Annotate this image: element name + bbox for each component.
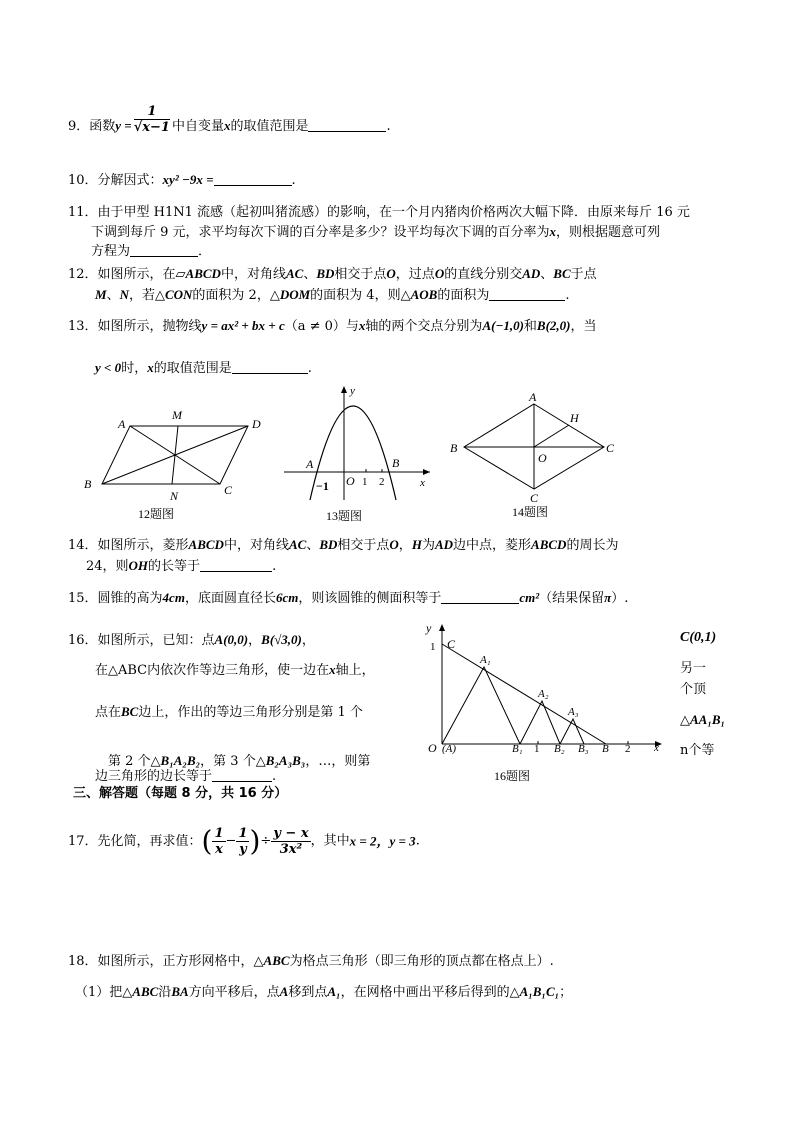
label-b: B [392, 456, 400, 470]
answer-blank[interactable] [308, 119, 386, 132]
q16-right-text: 另一 [680, 661, 707, 676]
label-o: O [346, 474, 355, 488]
q11-line2: 下调到每斤 9 元，求平均每次下调的百分率是多少？设平均每次下调的百分率为x，则根据题意可列 [91, 224, 661, 240]
label-c2: C [530, 491, 539, 505]
x-axis-arrow [423, 469, 430, 475]
q14-line1: 14．如图所示，菱形ABCD中，对角线AC、BD相交于点O，H为AD边中点，菱形ABCD的周长为 [68, 537, 619, 553]
q16-line2: 在△ABC内依次作等边三角形，使一边在x轴上， [95, 662, 375, 678]
q10: 10．分解因式：xy² −9x = . [68, 172, 296, 188]
label-h: H [570, 411, 579, 425]
label-c: C [606, 441, 615, 455]
q17: 17．先化简，再求值：( $\frac{1}{x}$ − $\frac{1}{y}$ )÷ $\frac{y - x}{\text{3x²}}$ ，其中x = 2，y = 3. [68, 824, 420, 858]
q9-fraction: $\frac{1}{√x-1}$ [133, 104, 170, 135]
label-a: (A) [442, 743, 457, 755]
caption-13: 13题图 [326, 509, 363, 523]
label-a: A [529, 390, 537, 404]
q16-point-c: C(0,1) [680, 630, 717, 645]
q13-line1: 13．如图所示，抛物线y = ax² + bx + c（a ≠ 0）与x轴的两个交点分别为A(−1,0)和B(2,0)，当 [68, 318, 597, 334]
figure-12 [80, 404, 270, 524]
section-heading: 三、解答题（每题 8 分，共 16 分） [73, 786, 288, 801]
q9: 9．函数y = $\frac{1}{√x-1}$ 中自变量x的取值范围是 . [68, 104, 391, 135]
triangle-2 [520, 701, 560, 744]
label-one: 1 [362, 476, 368, 488]
answer-blank[interactable] [441, 591, 519, 604]
label-b: B [602, 743, 609, 755]
label-b1: B₁ [512, 743, 523, 755]
q11-line1: 11．由于甲型 H1N1 流感（起初叫猪流感）的影响，在一个月内猪肉价格两次大幅下降．由原来每斤 16 元 [68, 205, 690, 220]
label-two: 2 [625, 743, 631, 755]
figure-13 [282, 382, 442, 527]
q16-line3: 点在BC边上，作出的等边三角形分别是第 1 个 [95, 704, 363, 720]
caption-14: 14题图 [512, 505, 549, 519]
label-a: A [118, 417, 126, 431]
q14-line2: 24，则OH的长等于 . [86, 558, 277, 574]
label-b: B [84, 477, 92, 491]
answer-blank[interactable] [489, 288, 565, 301]
label-y: y [350, 385, 355, 397]
label-x: x [420, 477, 425, 489]
q16-line4: 第 2 个△B₁A₂B₂，第 3 个△B₂A₃B₃，…，则第 [108, 753, 371, 769]
label-c: C [447, 637, 456, 651]
answer-blank[interactable] [212, 769, 272, 782]
label-b2: B₂ [554, 743, 565, 755]
caption-12: 12题图 [138, 507, 175, 521]
q17-frac1: $\frac{1}{x}$ [214, 826, 224, 857]
q18-line1: 18．如图所示，正方形网格中，△ABC为格点三角形（即三角形的顶点都在格点上）. [68, 953, 554, 969]
label-one-x: 1 [534, 743, 540, 755]
y-axis-arrow [439, 624, 445, 631]
label-one-y: 1 [430, 641, 436, 653]
q17-frac3: $\frac{y - x}{\text{3x²}}$ [273, 826, 309, 857]
q11-line3: 方程为 ． [91, 244, 212, 259]
label-neg1: −1 [316, 479, 329, 493]
line-mn [172, 426, 178, 484]
label-o: O [538, 451, 547, 465]
q16-right-triangle: △AA₁B₁ [680, 712, 726, 727]
label-o: O [428, 741, 437, 755]
q16-right-text: 个顶 [680, 682, 707, 697]
segment-oh [534, 425, 569, 447]
label-b: B [450, 441, 458, 455]
figure-16 [420, 620, 670, 788]
q12-line1: 12．如图所示，在▱ABCD中，对角线AC、BD相交于点O，过点O的直线分别交AD、BC于点 [68, 266, 597, 282]
label-two: 2 [379, 476, 385, 488]
label-a3: A₃ [568, 706, 579, 718]
label-a2: A₂ [538, 688, 549, 700]
figure-14 [448, 390, 623, 525]
label-a1: A₁ [480, 654, 491, 666]
label-d: D [252, 417, 261, 431]
q16-right-text: n个等 [680, 743, 715, 758]
label-y: y [426, 621, 432, 635]
q16-line1: 16．如图所示，已知：点A(0,0)，B(√3,0)， [68, 632, 315, 648]
q15: 15．圆锥的高为4cm，底面圆直径长6cm，则该圆锥的侧面积等于 cm²（结果保留π）. [68, 590, 629, 606]
answer-blank[interactable] [232, 361, 308, 374]
q13-line2: y < 0时，x的取值范围是 . [95, 360, 312, 376]
q16-line5: 边三角形的边长等于 . [95, 769, 277, 784]
segment-cb [442, 644, 606, 744]
y-axis-arrow [341, 386, 347, 393]
label-m: M [172, 408, 182, 422]
label-c: C [224, 483, 233, 497]
label-x: x [654, 742, 659, 754]
triangle-1 [442, 667, 520, 744]
q18-line2: （1）把△ABC沿BA方向平移后，点A移到点A₁，在网格中画出平移后得到的△A₁B₁C₁； [75, 984, 573, 1000]
answer-blank[interactable] [214, 173, 292, 186]
label-b3: B₃ [578, 743, 589, 755]
label-a: A [306, 457, 314, 471]
label-n: N [170, 489, 179, 503]
q17-frac2: $\frac{1}{y}$ [238, 826, 248, 857]
caption-16: 16题图 [494, 769, 531, 783]
answer-blank[interactable] [200, 559, 272, 572]
answer-blank[interactable] [130, 244, 198, 257]
q12-line2: M、N，若△CON的面积为 2，△DOM的面积为 4，则△AOB的面积为 . [95, 287, 570, 303]
